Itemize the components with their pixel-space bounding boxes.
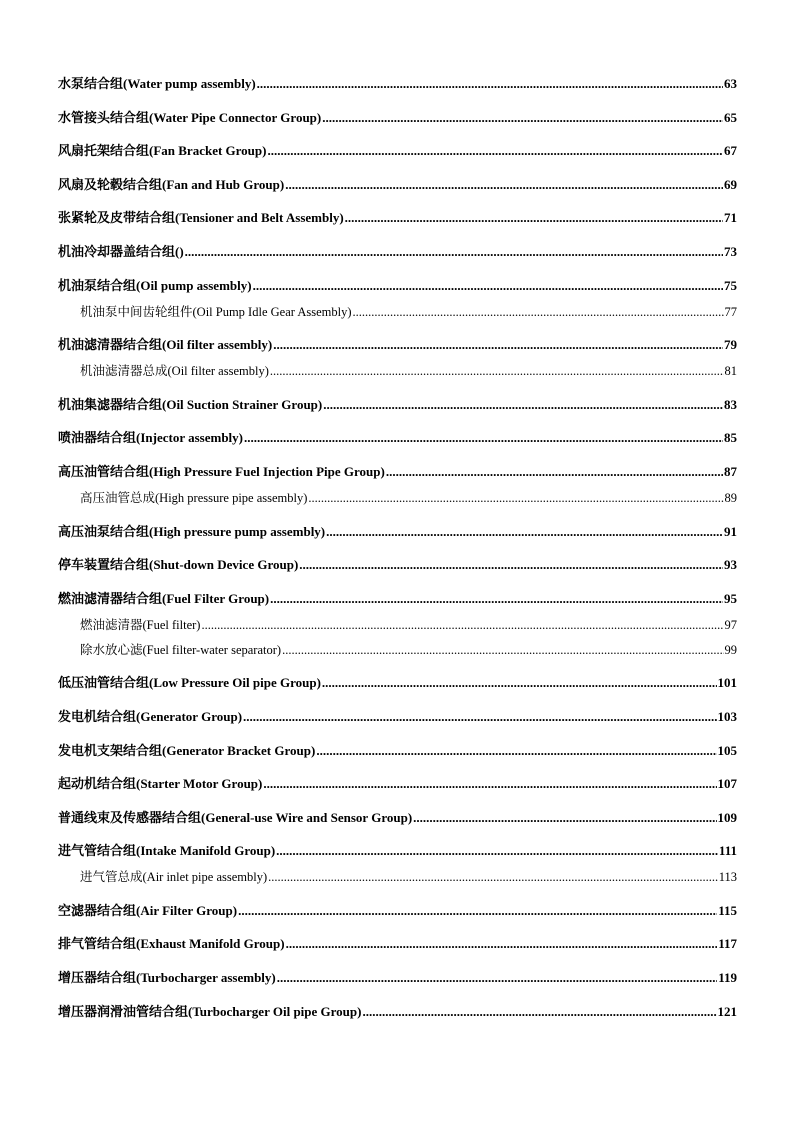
toc-entry[interactable] <box>58 462 737 482</box>
toc-page-number: 63 <box>724 76 737 91</box>
toc-entry-title: 增压器结合组(Turbocharger assembly) <box>58 970 276 986</box>
toc-subentry[interactable] <box>58 867 737 887</box>
toc-page-number: 93 <box>724 557 737 573</box>
toc-entry[interactable] <box>58 428 737 448</box>
toc-entry[interactable] <box>58 968 737 988</box>
toc-page-number: 91 <box>724 523 737 539</box>
toc-dot-leader <box>253 276 723 296</box>
toc-entry-title: 机油冷却器盖结合组() <box>58 243 184 259</box>
toc-entry[interactable] <box>58 74 737 94</box>
toc-page-number: 75 <box>724 277 737 293</box>
toc-dot-leader <box>362 1002 716 1022</box>
toc-subentry[interactable] <box>58 615 737 635</box>
toc-dot-leader <box>323 395 723 415</box>
toc-entry-title: 发电机结合组(Generator Group) <box>58 708 243 724</box>
toc-entry-title: 水泵结合组(Water pump assembly) <box>58 76 256 91</box>
toc-entry[interactable] <box>58 841 737 861</box>
toc-page-number: 79 <box>724 337 737 353</box>
toc-dot-leader <box>299 555 723 575</box>
toc-page-number: 71 <box>724 210 737 226</box>
toc-page-number: 73 <box>724 243 737 259</box>
toc-entry[interactable] <box>58 673 737 693</box>
toc-entry-title: 风扇及轮毂结合组(Fan and Hub Group) <box>58 176 285 192</box>
toc-dot-leader <box>326 522 723 542</box>
toc-page-number: 65 <box>724 109 737 125</box>
toc-page-number: 113 <box>718 870 737 885</box>
toc-entry[interactable] <box>58 108 737 128</box>
toc-entry-title: 机油集滤器结合组(Oil Suction Strainer Group) <box>58 396 323 412</box>
toc-entry-title: 机油泵结合组(Oil pump assembly) <box>58 277 252 293</box>
toc-entry[interactable] <box>58 934 737 954</box>
toc-entry-title: 张紧轮及皮带结合组(Tensioner and Belt Assembly) <box>58 210 344 226</box>
toc-entry[interactable] <box>58 208 737 228</box>
toc-dot-leader <box>316 741 716 761</box>
table-of-contents <box>58 74 737 1035</box>
toc-entry[interactable] <box>58 1002 737 1022</box>
toc-dot-leader <box>345 208 723 228</box>
toc-subentry[interactable] <box>58 640 737 660</box>
toc-entry-title: 停车装置结合组(Shut-down Device Group) <box>58 557 299 573</box>
toc-entry-title: 喷油器结合组(Injector assembly) <box>58 430 243 446</box>
toc-dot-leader <box>185 242 723 262</box>
toc-page-number: 77 <box>724 304 737 319</box>
toc-entry-title: 增压器润滑油管结合组(Turbocharger Oil pipe Group) <box>58 1003 362 1019</box>
toc-page-number: 67 <box>724 143 737 159</box>
toc-dot-leader <box>286 934 718 954</box>
toc-dot-leader <box>201 615 723 635</box>
toc-dot-leader <box>353 302 724 322</box>
toc-subentry[interactable] <box>58 361 737 381</box>
toc-entry[interactable] <box>58 774 737 794</box>
toc-dot-leader <box>277 968 717 988</box>
toc-entry-title: 除水放心滤(Fuel filter-water separator) <box>80 642 282 657</box>
toc-entry-title: 发电机支架结合组(Generator Bracket Group) <box>58 742 316 758</box>
toc-entry-title: 机油泵中间齿轮组件(Oil Pump Idle Gear Assembly) <box>80 304 352 319</box>
toc-page-number: 95 <box>724 590 737 606</box>
toc-dot-leader <box>386 462 723 482</box>
toc-dot-leader <box>257 74 723 94</box>
toc-dot-leader <box>285 175 723 195</box>
toc-page-number: 101 <box>717 675 737 691</box>
toc-dot-leader <box>244 428 723 448</box>
toc-entry-title: 高压油管结合组(High Pressure Fuel Injection Pipe Group) <box>58 463 385 479</box>
toc-entry[interactable] <box>58 589 737 609</box>
toc-page-number: 117 <box>718 936 737 952</box>
toc-page-number: 87 <box>724 463 737 479</box>
toc-entry[interactable] <box>58 276 737 296</box>
toc-page-number: 99 <box>724 642 737 657</box>
toc-entry-title: 燃油滤清器结合组(Fuel Filter Group) <box>58 590 270 606</box>
toc-entry-title: 进气管总成(Air inlet pipe assembly) <box>80 870 268 885</box>
toc-entry[interactable] <box>58 555 737 575</box>
toc-entry-title: 高压油泵结合组(High pressure pump assembly) <box>58 523 326 539</box>
toc-subentry[interactable] <box>58 302 737 322</box>
toc-page-number: 119 <box>718 970 737 986</box>
toc-dot-leader <box>270 589 723 609</box>
toc-dot-leader <box>322 673 717 693</box>
toc-entry-title: 起动机结合组(Starter Motor Group) <box>58 776 263 792</box>
toc-entry-title: 普通线束及传感器结合组(General-use Wire and Sensor Group) <box>58 809 413 825</box>
toc-entry-title: 高压油管总成(High pressure pipe assembly) <box>80 490 308 505</box>
toc-entry[interactable] <box>58 242 737 262</box>
toc-entry[interactable] <box>58 395 737 415</box>
toc-dot-leader <box>322 108 723 128</box>
toc-entry[interactable] <box>58 707 737 727</box>
toc-entry[interactable] <box>58 175 737 195</box>
toc-entry[interactable] <box>58 808 737 828</box>
toc-entry[interactable] <box>58 522 737 542</box>
toc-dot-leader <box>413 808 716 828</box>
toc-page-number: 105 <box>717 742 737 758</box>
toc-page-number: 81 <box>724 364 737 379</box>
toc-page-number: 121 <box>717 1003 737 1019</box>
toc-dot-leader <box>263 774 716 794</box>
toc-page-number: 103 <box>717 708 737 724</box>
toc-dot-leader <box>268 867 718 887</box>
toc-entry[interactable] <box>58 741 737 761</box>
toc-dot-leader <box>308 488 723 508</box>
toc-page-number: 109 <box>717 809 737 825</box>
toc-page-number: 83 <box>724 396 737 412</box>
toc-entry-title: 机油滤清器结合组(Oil filter assembly) <box>58 337 273 353</box>
toc-dot-leader <box>270 361 724 381</box>
toc-entry[interactable] <box>58 901 737 921</box>
toc-entry[interactable] <box>58 335 737 355</box>
toc-dot-leader <box>267 141 723 161</box>
toc-dot-leader <box>273 335 723 355</box>
toc-subentry[interactable] <box>58 488 737 508</box>
toc-dot-leader <box>238 901 717 921</box>
toc-entry-title: 机油滤清器总成(Oil filter assembly) <box>80 364 269 379</box>
toc-entry-title: 进气管结合组(Intake Manifold Group) <box>58 843 276 859</box>
toc-page-number: 69 <box>724 176 737 192</box>
toc-page-number: 97 <box>724 617 737 632</box>
toc-entry-title: 排气管结合组(Exhaust Manifold Group) <box>58 936 285 952</box>
toc-page-number: 115 <box>718 902 737 918</box>
toc-entry-title: 燃油滤清器(Fuel filter) <box>80 617 201 632</box>
toc-entry-title: 风扇托架结合组(Fan Bracket Group) <box>58 143 267 159</box>
toc-entry-title: 空滤器结合组(Air Filter Group) <box>58 902 238 918</box>
toc-page-number: 85 <box>724 430 737 446</box>
toc-page-number: 89 <box>724 490 737 505</box>
toc-entry-title: 低压油管结合组(Low Pressure Oil pipe Group) <box>58 675 321 691</box>
toc-entry[interactable] <box>58 141 737 161</box>
toc-page-number: 111 <box>718 843 737 859</box>
toc-dot-leader <box>243 707 716 727</box>
toc-entry-title: 水管接头结合组(Water Pipe Connector Group) <box>58 109 322 125</box>
toc-dot-leader <box>282 640 723 660</box>
toc-dot-leader <box>276 841 718 861</box>
toc-page-number: 107 <box>717 776 737 792</box>
